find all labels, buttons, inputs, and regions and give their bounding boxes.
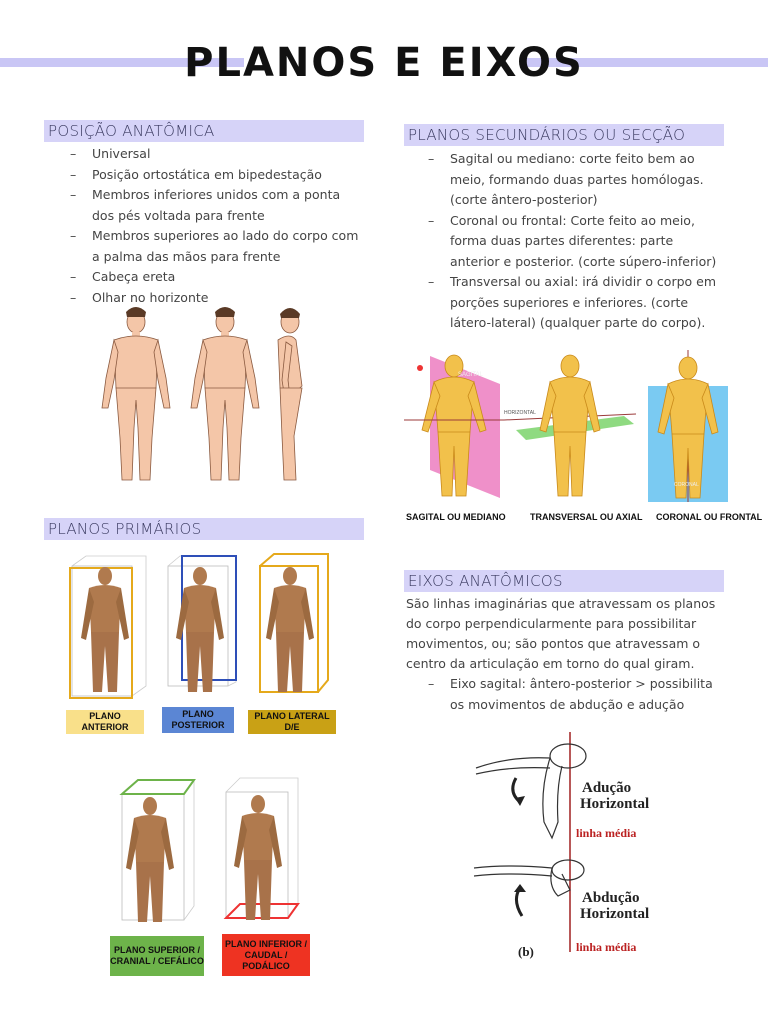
label-b: (b)	[518, 944, 534, 959]
list-item: – Coronal ou frontal: Corte feito ao meio, forma duas partes diferentes: parte anterior e posterior. (corte súpero-inferior)	[404, 211, 722, 273]
label-plano-lateral: PLANO LATERAL D/E	[248, 710, 336, 734]
caption-transversal: TRANSVERSAL OU AXIAL	[530, 512, 643, 522]
secondary-planes-illustration	[404, 346, 758, 506]
list-item: – Cabeça ereta	[46, 267, 362, 288]
heading-posicao-anatomica: POSIÇÃO ANATÔMICA	[44, 120, 364, 142]
anatomical-position-figures	[90, 306, 320, 488]
label-horizontal: HORIZONTAL	[504, 410, 536, 416]
label-aducao-horizontal: Horizontal	[580, 796, 650, 812]
label-sagital: SAGITAL	[458, 372, 483, 378]
list-item: – Sagital ou mediano: corte feito bem ao meio, formando duas partes homólogas. (corte ântero-posterior)	[404, 149, 722, 211]
posicao-list	[46, 144, 362, 308]
primary-planes-row1	[60, 552, 350, 702]
label-linha-media-2: linha média	[576, 940, 637, 954]
list-item: – Posição ortostática em bipedestação	[46, 165, 362, 186]
eixos-paragraph: São linhas imaginárias que atravessam os planos do corpo perpendicularmente para possibilitar movimentos, ou; são pontos que atravessam o centro da articulação em torno do qual giram.	[406, 596, 716, 671]
secundarios-list	[404, 149, 722, 334]
eixos-list	[404, 674, 722, 715]
aducao-abducao-figure	[470, 730, 660, 962]
heading-eixos-anatomicos: EIXOS ANATÔMICOS	[404, 570, 724, 592]
label-plano-anterior: PLANO ANTERIOR	[66, 710, 144, 734]
list-item: – Membros inferiores unidos com a ponta dos pés voltada para frente	[46, 185, 362, 226]
list-item: – Universal	[46, 144, 362, 165]
side-figure	[278, 308, 302, 480]
list-item: – Eixo sagital: ântero-posterior > possibilita os movimentos de abdução e adução	[404, 674, 722, 715]
label-plano-inferior: PLANO INFERIOR / CAUDAL / PODÁLICO	[222, 934, 310, 976]
label-coronal: CORONAL	[674, 482, 699, 488]
label-abducao-horizontal: Horizontal	[580, 906, 650, 922]
heading-planos-secundarios: PLANOS SECUNDÁRIOS OU SECÇÃO	[404, 124, 724, 146]
caption-coronal: CORONAL OU FRONTAL	[656, 512, 763, 522]
label-aducao: Adução	[582, 780, 632, 796]
primary-planes-row2	[110, 774, 310, 926]
label-linha-media-1: linha média	[576, 826, 637, 840]
list-item: – Transversal ou axial: irá dividir o corpo em porções superiores e inferiores. (corte látero-lateral) (qualquer parte do corpo).	[404, 272, 722, 334]
list-item: – Membros superiores ao lado do corpo com a palma das mãos para frente	[46, 226, 362, 267]
label-abducao: Abdução	[582, 890, 640, 906]
label-plano-superior: PLANO SUPERIOR / CRANIAL / CEFÁLICO	[110, 936, 204, 976]
heading-planos-primarios: PLANOS PRIMÁRIOS	[44, 518, 364, 540]
page-title: PLANOS E EIXOS	[184, 40, 584, 86]
list-item: – Olhar no horizonte	[46, 288, 362, 309]
caption-sagital: SAGITAL OU MEDIANO	[406, 512, 506, 522]
label-plano-posterior: PLANO POSTERIOR	[162, 707, 234, 733]
